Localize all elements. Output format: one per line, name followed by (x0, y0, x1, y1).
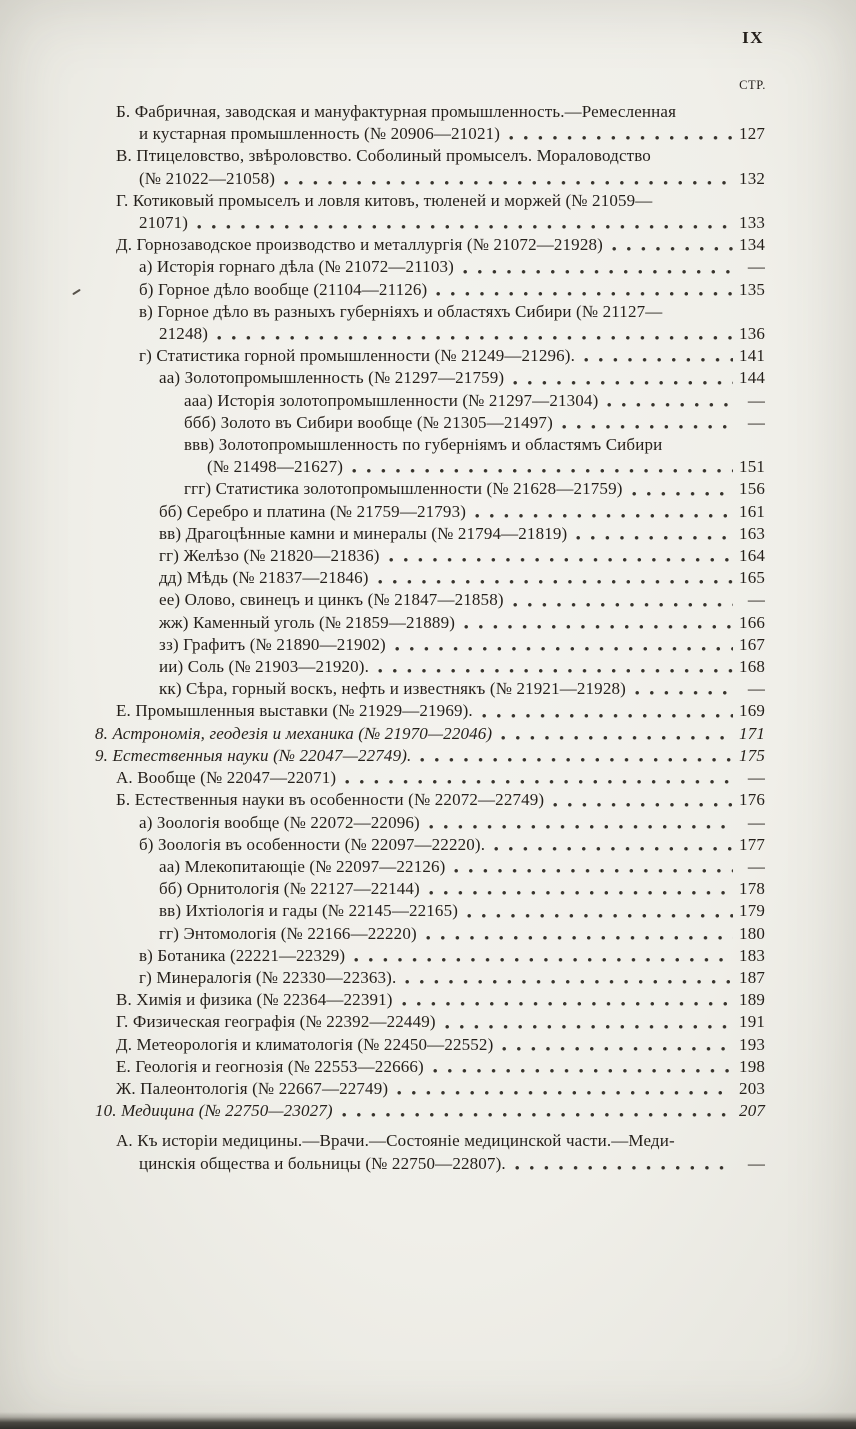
toc-entry-text: а) Исторія горнаго дѣла (№ 21072—21103) (139, 257, 454, 277)
dot-leader (454, 868, 733, 874)
dot-leader (515, 1165, 733, 1171)
toc-row (95, 878, 765, 900)
toc-entry-text: В. Химія и физика (№ 22364—22391) (116, 990, 393, 1010)
toc-row (95, 634, 765, 656)
dot-leader (426, 935, 733, 941)
toc-row (95, 812, 765, 834)
page-number: 193 (739, 1034, 765, 1054)
toc-entry-text: Б. Естественныя науки въ особенности (№ 22072—22749) (116, 790, 545, 810)
dot-leader (509, 135, 733, 141)
toc-row (95, 434, 765, 456)
toc-row (95, 390, 765, 412)
dot-leader (562, 424, 733, 430)
toc-row (95, 345, 765, 367)
toc-row (95, 723, 765, 745)
toc-row (95, 1011, 765, 1033)
toc-row (95, 989, 765, 1011)
toc-row (95, 1034, 765, 1056)
toc-entry-text: дд) Мѣдь (№ 21837—21846) (159, 568, 369, 588)
toc-row (95, 678, 765, 700)
toc-row (95, 967, 765, 989)
page-number: 203 (739, 1078, 765, 1098)
toc-entry-text: ввв) Золотопромышленность по губерніямъ и областямъ Сибири (184, 435, 663, 455)
dot-leader (635, 690, 733, 696)
dot-leader (397, 1090, 733, 1096)
dot-leader (389, 557, 733, 563)
dot-leader (467, 913, 733, 919)
toc (95, 101, 765, 1175)
toc-entry-text: гг) Энтомологія (№ 22166—22220) (159, 923, 417, 943)
page-number: 169 (739, 701, 765, 721)
dot-leader (501, 735, 733, 741)
toc-entry-text: вв) Драгоцѣнные камни и минералы (№ 21794—21819) (159, 523, 568, 543)
toc-entry-text: А. Къ исторіи медицины.—Врачи.—Состояніе медицинской части.—Меди- (116, 1131, 675, 1151)
page-number: 163 (739, 523, 765, 543)
toc-entry-text: Д. Горнозаводское производство и металлургія (№ 21072—21928) (116, 235, 603, 255)
page-number: 168 (739, 657, 765, 677)
toc-row (95, 367, 765, 389)
dot-leader (553, 802, 733, 808)
dot-leader (475, 513, 733, 519)
dot-leader (378, 579, 733, 585)
toc-entry-text: гг) Желѣзо (№ 21820—21836) (159, 546, 380, 566)
page-number: 136 (739, 324, 765, 344)
page-number: 132 (739, 168, 765, 188)
page-number: 141 (739, 346, 765, 366)
page-number: 178 (739, 879, 765, 899)
toc-entry-text: ббб) Золото въ Сибири вообще (№ 21305—21497) (184, 412, 553, 432)
page-number: — (747, 1153, 765, 1173)
page-number: 135 (739, 279, 765, 299)
toc-row (95, 523, 765, 545)
dot-leader (607, 402, 733, 408)
toc-row (95, 612, 765, 634)
page-number: 144 (739, 368, 765, 388)
page-number: 207 (739, 1101, 765, 1121)
toc-entry-text: Б. Фабричная, заводская и мануфактурная промышленность.—Ремесленная (116, 102, 677, 121)
toc-row (95, 656, 765, 678)
dot-leader (352, 468, 733, 474)
dot-leader (464, 624, 733, 630)
toc-row (95, 700, 765, 722)
dot-leader (513, 380, 733, 386)
page-number: 189 (739, 990, 765, 1010)
toc-entry-text: жж) Каменный уголь (№ 21859—21889) (159, 612, 456, 632)
dot-leader (436, 291, 733, 297)
scan-edge-shadow (0, 1412, 856, 1429)
page-number: 167 (739, 634, 765, 654)
toc-row (95, 101, 765, 123)
toc-entry-text: ии) Соль (№ 21903—21920). (159, 657, 369, 677)
page-folio: IX (742, 28, 764, 47)
page-number: 165 (739, 568, 765, 588)
dot-leader (429, 890, 733, 896)
toc-row (95, 212, 765, 234)
page-number: — (747, 679, 765, 699)
page-number: 179 (739, 901, 765, 921)
toc-entry-text: В. Птицеловство, звѣроловство. Соболиный промыселъ. Мораловодство (116, 146, 651, 166)
dot-leader (433, 1068, 733, 1074)
toc-entry-text: бб) Серебро и платина (№ 21759—21793) (159, 501, 467, 521)
page-number: 171 (739, 723, 765, 743)
toc-row (95, 456, 765, 478)
toc-row (95, 545, 765, 567)
page-number: 166 (739, 612, 765, 632)
toc-row (95, 1100, 765, 1122)
toc-entry-text: 21071) (139, 213, 189, 233)
toc-entry-text: ее) Олово, свинецъ и цинкъ (№ 21847—21858) (159, 590, 504, 610)
toc-entry-text: цинскія общества и больницы (№ 22750—22807). (139, 1153, 506, 1173)
page-number: 164 (739, 546, 765, 566)
page-number: 134 (739, 235, 765, 255)
toc-row (95, 589, 765, 611)
toc-row (95, 1153, 765, 1175)
toc-row (95, 412, 765, 434)
page-number: — (747, 390, 765, 410)
page-number: 177 (739, 834, 765, 854)
scan-artifact-mark (72, 289, 81, 295)
toc-entry-text: и кустарная промышленность (№ 20906—21021) (139, 124, 501, 144)
page-number: 183 (739, 945, 765, 965)
toc-row (95, 123, 765, 145)
dot-leader (284, 180, 733, 186)
dot-leader (632, 491, 733, 497)
dot-leader (482, 713, 733, 719)
toc-row (95, 279, 765, 301)
toc-row (95, 501, 765, 523)
toc-entry-text: Е. Геологія и геогнозія (№ 22553—22666) (116, 1056, 424, 1076)
toc-row (95, 767, 765, 789)
page-number: — (747, 590, 765, 610)
toc-row (95, 256, 765, 278)
toc-entry-text: 21248) (159, 324, 209, 344)
toc-entry-text: г) Минералогія (№ 22330—22363). (139, 967, 397, 987)
toc-entry-text: А. Вообще (№ 22047—22071) (116, 768, 337, 788)
toc-row (95, 323, 765, 345)
toc-entry-text: г) Статистика горной промышленности (№ 21249—21296). (139, 346, 575, 366)
page-number: — (747, 412, 765, 432)
toc-entry-text: ггг) Статистика золотопромышленности (№ 21628—21759) (184, 479, 623, 499)
page-number: — (747, 812, 765, 832)
toc-row (95, 789, 765, 811)
toc-row (95, 190, 765, 212)
toc-row (95, 900, 765, 922)
toc-row (95, 945, 765, 967)
page-number: 151 (739, 457, 765, 477)
toc-entry-text: 9. Естественныя науки (№ 22047—22749). (95, 745, 412, 765)
page-number: 175 (739, 745, 765, 765)
page-number: — (747, 257, 765, 277)
toc-entry-text: (№ 21498—21627) (207, 457, 344, 477)
toc-entry-text: б) Горное дѣло вообще (21104—21126) (139, 279, 428, 299)
page-number: 198 (739, 1056, 765, 1076)
page-number: 161 (739, 501, 765, 521)
page-column-header: СТР. (739, 78, 766, 92)
toc-entry-text: б) Зоологія въ особенности (№ 22097—22220). (139, 834, 486, 854)
toc-row (95, 1078, 765, 1100)
toc-entry-text: в) Горное дѣло въ разныхъ губерніяхъ и областяхъ Сибири (№ 21127— (139, 301, 663, 321)
toc-row (95, 834, 765, 856)
page-number: — (747, 856, 765, 876)
dot-leader (584, 357, 733, 363)
dot-leader (420, 757, 733, 763)
toc-entry-text: бб) Орнитологія (№ 22127—22144) (159, 879, 420, 899)
page-number: 191 (739, 1012, 765, 1032)
dot-leader (354, 957, 733, 963)
dot-leader (429, 824, 733, 830)
page-number: 187 (739, 967, 765, 987)
toc-row (95, 1056, 765, 1078)
toc-entry-text: (№ 21022—21058) (139, 168, 276, 188)
toc-row (95, 478, 765, 500)
dot-leader (445, 1024, 733, 1030)
dot-leader (402, 1001, 733, 1007)
toc-entry-text: аа) Золотопромышленность (№ 21297—21759) (159, 368, 505, 388)
dot-leader (405, 979, 733, 985)
dot-leader (612, 246, 733, 252)
toc-row (95, 567, 765, 589)
dot-leader (395, 646, 733, 652)
dot-leader (513, 602, 733, 608)
toc-entry-text: 8. Астрономія, геодезія и механика (№ 21970—22046) (95, 723, 493, 743)
page-number: — (747, 768, 765, 788)
page-number: 156 (739, 479, 765, 499)
toc-entry-text: а) Зоологія вообще (№ 22072—22096) (139, 812, 420, 832)
toc-entry-text: ааа) Исторія золотопромышленности (№ 21297—21304) (184, 390, 599, 410)
dot-leader (342, 1112, 733, 1118)
dot-leader (502, 1046, 733, 1052)
toc-row (95, 145, 765, 167)
toc-entry-text: зз) Графитъ (№ 21890—21902) (159, 634, 386, 654)
toc-entry-text: Г. Котиковый промыселъ и ловля китовъ, тюленей и моржей (№ 21059— (116, 190, 653, 210)
toc-row (95, 234, 765, 256)
toc-row (95, 745, 765, 767)
toc-entry-text: Е. Промышленныя выставки (№ 21929—21969). (116, 701, 473, 721)
page-number: 176 (739, 790, 765, 810)
toc-row (95, 168, 765, 190)
dot-leader (345, 779, 733, 785)
dot-leader (378, 668, 733, 674)
toc-row (95, 856, 765, 878)
page-number: 133 (739, 213, 765, 233)
toc-entry-text: аа) Млекопитающіе (№ 22097—22126) (159, 856, 446, 876)
dot-leader (197, 224, 733, 230)
toc-entry-text: кк) Сѣра, горный воскъ, нефть и известнякъ (№ 21921—21928) (159, 679, 626, 699)
toc-entry-text: вв) Ихтіологія и гады (№ 22145—22165) (159, 901, 459, 921)
toc-row (95, 301, 765, 323)
toc-row (95, 1130, 765, 1152)
page-number: 127 (739, 124, 765, 144)
dot-leader (576, 535, 733, 541)
page-number: 180 (739, 923, 765, 943)
toc-entry-text: 10. Медицина (№ 22750—23027) (95, 1101, 333, 1121)
toc-entry-text: в) Ботаника (22221—22329) (139, 945, 346, 965)
toc-entry-text: Г. Физическая географія (№ 22392—22449) (116, 1012, 436, 1032)
toc-entry-text: Д. Метеорологія и климатологія (№ 22450—22552) (116, 1034, 494, 1054)
dot-leader (217, 335, 733, 341)
dot-leader (463, 269, 733, 275)
dot-leader (494, 846, 733, 852)
toc-row (95, 923, 765, 945)
toc-entry-text: Ж. Палеонтологія (№ 22667—22749) (116, 1078, 389, 1098)
